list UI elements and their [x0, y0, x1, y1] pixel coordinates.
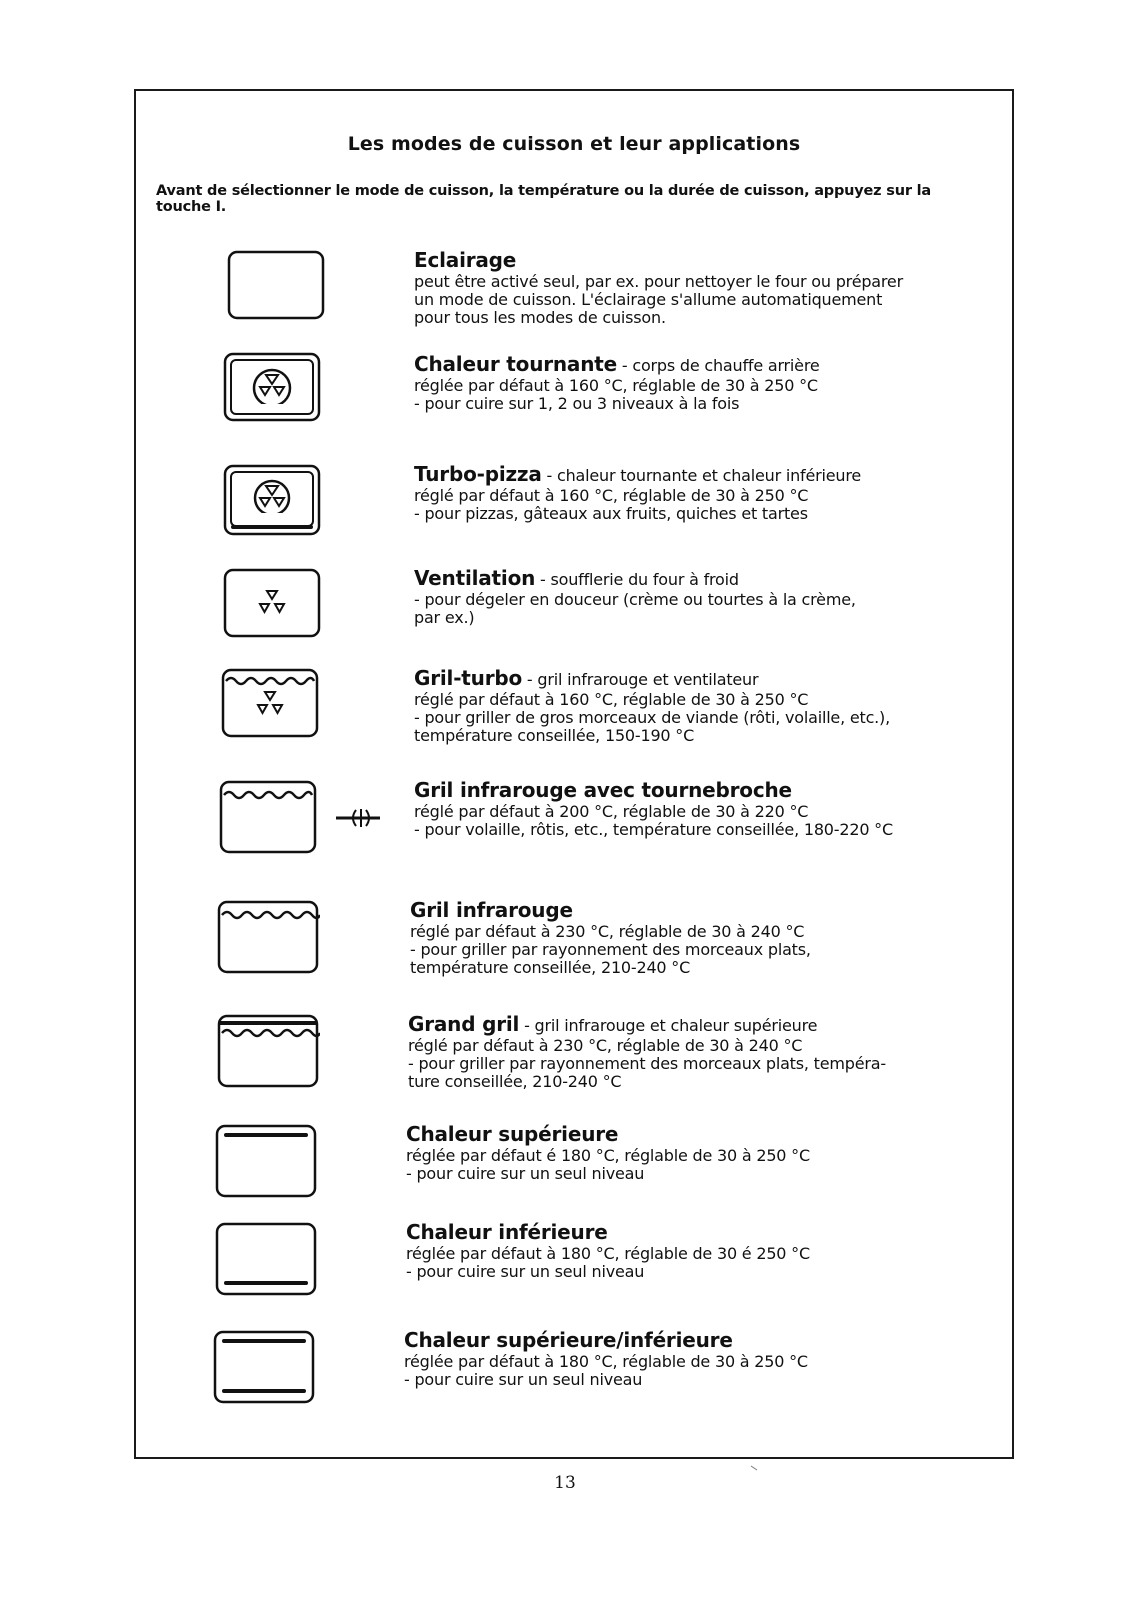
mode-description: - pour volaille, rôtis, etc., température conseillée, 180-220 °C	[414, 820, 893, 839]
mode-description: réglé par défaut à 200 °C, réglable de 30 à 220 °C	[414, 802, 809, 821]
mode-entry-turbo-pizza	[136, 463, 1012, 553]
mode-subtitle: - gril infrarouge et ventilateur	[522, 670, 759, 689]
mode-entry-chaleur-sup-inf	[136, 1329, 1012, 1419]
mode-name: Gril infrarouge avec tournebroche	[414, 778, 792, 802]
turbo-pizza-icon	[222, 463, 322, 537]
mode-name: Chaleur tournante	[414, 352, 617, 376]
mode-name: Eclairage	[414, 248, 517, 272]
mode-description: - pour griller de gros morceaux de viande (rôti, volaille, etc.),	[414, 708, 890, 727]
page-title: Les modes de cuisson et leur applications	[347, 133, 801, 155]
mode-description: pour tous les modes de cuisson.	[414, 308, 666, 327]
mode-name: Gril-turbo	[414, 666, 523, 690]
mode-subtitle: - gril infrarouge et chaleur supérieure	[519, 1016, 818, 1035]
intro-instruction: Avant de sélectionner le mode de cuisson, la température ou la durée de cuisson, appuyez sur la touche I.	[156, 183, 931, 215]
mode-description: - pour griller par rayonnement des morceaux plats,	[410, 940, 811, 959]
mode-entry-chaleur-tournante	[136, 353, 1012, 443]
mode-description: - pour pizzas, gâteaux aux fruits, quiches et tartes	[414, 504, 808, 523]
bottom-heat-icon	[214, 1221, 314, 1297]
fan-rear-heater-icon	[222, 351, 322, 423]
oven-light-icon	[226, 249, 326, 321]
mode-description: - pour cuire sur 1, 2 ou 3 niveaux à la fois	[414, 394, 740, 413]
mode-name: Turbo-pizza	[414, 462, 542, 486]
fan-icon	[222, 567, 322, 639]
grill-icon	[216, 899, 316, 975]
mode-entry-grand-gril	[136, 1013, 1012, 1103]
mode-name: Gril infrarouge	[410, 898, 573, 922]
mode-description: ture conseillée, 210-240 °C	[408, 1072, 622, 1091]
mode-name: Chaleur supérieure/inférieure	[404, 1328, 733, 1352]
mode-description: réglée par défaut à 160 °C, réglable de 30 à 250 °C	[414, 376, 818, 395]
mode-description: réglée par défaut à 180 °C, réglable de 30 à 250 °C	[404, 1352, 808, 1371]
mode-description: peut être activé seul, par ex. pour nettoyer le four ou préparer	[414, 272, 903, 291]
grill-rotisserie-icon	[218, 779, 318, 855]
mode-description: température conseillée, 210-240 °C	[410, 958, 691, 977]
mode-description: réglé par défaut à 160 °C, réglable de 30 à 250 °C	[414, 690, 809, 709]
mode-description: - pour cuire sur un seul niveau	[404, 1370, 643, 1389]
rotisserie-spit-icon	[334, 807, 386, 829]
mode-description: un mode de cuisson. L'éclairage s'allume automatiquement	[414, 290, 883, 309]
mode-entry-chaleur-superieure	[136, 1123, 1012, 1213]
mode-entry-gril-turbo	[136, 667, 1012, 757]
mode-description: réglé par défaut à 230 °C, réglable de 30 à 240 °C	[410, 922, 805, 941]
mode-entry-gril-tournebroche	[136, 779, 1012, 869]
page-number: 13	[554, 1473, 576, 1493]
grill-fan-icon	[220, 667, 320, 739]
mode-description: - pour griller par rayonnement des morceaux plats, tempéra-	[408, 1054, 886, 1073]
mode-description: réglée par défaut é 180 °C, réglable de 30 à 250 °C	[406, 1146, 810, 1165]
mode-subtitle: - chaleur tournante et chaleur inférieure	[541, 466, 862, 485]
mode-description: par ex.)	[414, 608, 475, 627]
mode-description: réglée par défaut à 180 °C, réglable de 30 é 250 °C	[406, 1244, 810, 1263]
mode-name: Ventilation	[414, 566, 536, 590]
mode-subtitle: - soufflerie du four à froid	[535, 570, 739, 589]
mode-description: - pour cuire sur un seul niveau	[406, 1262, 645, 1281]
mode-description: réglé par défaut à 230 °C, réglable de 30 à 240 °C	[408, 1036, 803, 1055]
mode-description: température conseillée, 150-190 °C	[414, 726, 695, 745]
top-heat-icon	[214, 1123, 314, 1199]
mode-name: Chaleur inférieure	[406, 1220, 608, 1244]
mode-description: - pour dégeler en douceur (crème ou tourtes à la crème,	[414, 590, 856, 609]
mode-name: Grand gril	[408, 1012, 520, 1036]
mode-entry-ventilation	[136, 567, 1012, 657]
mode-entry-eclairage	[136, 249, 1012, 339]
mode-description: - pour cuire sur un seul niveau	[406, 1164, 645, 1183]
mode-description: réglé par défaut à 160 °C, réglable de 30 à 250 °C	[414, 486, 809, 505]
mode-entry-chaleur-inferieure	[136, 1221, 1012, 1311]
mode-name: Chaleur supérieure	[406, 1122, 619, 1146]
large-grill-icon	[216, 1013, 316, 1089]
mode-subtitle: - corps de chauffe arrière	[617, 356, 820, 375]
scan-speck-icon	[750, 1456, 758, 1462]
page-frame	[134, 89, 1014, 1459]
mode-entry-gril-infrarouge	[136, 899, 1012, 989]
top-bottom-heat-icon	[212, 1329, 312, 1405]
